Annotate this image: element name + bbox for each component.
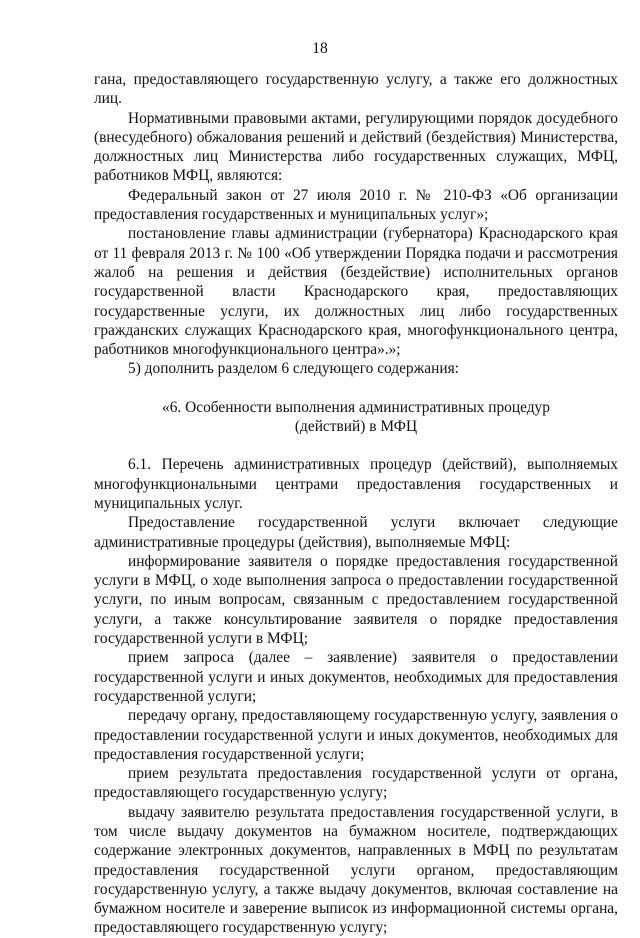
paragraph: информирование заявителя о порядке предоставления государственной услуги в МФЦ, о ходе выполнения запроса о предоставлении государственной услуги, по иным вопросам, связанным с предоставлением государственной услуги, а также консультирование заявителя о порядке предоставления государственной услуги в МФЦ; [94,552,618,648]
paragraph: Нормативными правовыми актами, регулирующими порядок досудебного (внесудебного) обжалования решений и действий (бездействия) Министерства, должностных лиц Министерства либо государственных служащих, МФЦ, работников МФЦ, являются: [94,109,618,185]
paragraph: прием результата предоставления государственной услуги от органа, предоставляющего государственную услугу; [94,765,618,802]
spacer [94,436,618,455]
paragraph: Предоставление государственной услуги включает следующие административные процедуры (действия), выполняемые МФЦ: [94,514,618,551]
section-title-line-1: «6. Особенности выполнения административных процедур [162,398,550,416]
paragraph: постановление главы администрации (губернатора) Краснодарского края от 11 февраля 2013 г. № 100 «Об утверждении Порядка подачи и рассмотрения жалоб на решения и действия (бездействие) исполнительных органов государственной власти Краснодарского края, предоставляющих государственные услуги, их должностных лиц либо государственных гражданских служащих Краснодарского края, многофункционального центра, работников многофункционального центра».»; [94,225,618,359]
paragraph: 5) дополнить разделом 6 следующего содержания: [128,360,459,378]
paragraph: прием запроса (далее – заявление) заявителя о предоставлении государственной услуги и иных документов, необходимых для предоставления государственной услуги; [94,649,618,705]
spacer [94,379,618,398]
section-title-line-2: (действий) в МФЦ [294,418,418,436]
paragraph: гана, предоставляющего государственную услугу, а также его должностных лиц. [94,71,618,108]
body-text [94,70,618,938]
page-number: 18 [312,40,328,57]
paragraph: 6.1. Перечень административных процедур (действий), выполняемых многофункциональными центрами предоставления государственных и муниципальных услуг. [94,456,618,512]
paragraph: выдачу заявителю результата предоставления государственной услуги, в том числе выдачу документов на бумажном носителе, подтверждающих содержание электронных документов, направленных в МФЦ по результатам предоставления государственной услуги органом, предоставляющим государственную услугу, а также выдачу документов, включая составление на бумажном носителе и заверение выписок из информационной системы органа, предоставляющего государственную услугу; [94,803,618,937]
paragraph: Федеральный закон от 27 июля 2010 г. № 210-ФЗ «Об организации предоставления государственных и муниципальных услуг»; [94,186,618,224]
paragraph: передачу органу, предоставляющему государственную услугу, заявления о предоставлении государственной услуги и иных документов, необходимых для предоставления государственной услуги; [94,707,618,763]
